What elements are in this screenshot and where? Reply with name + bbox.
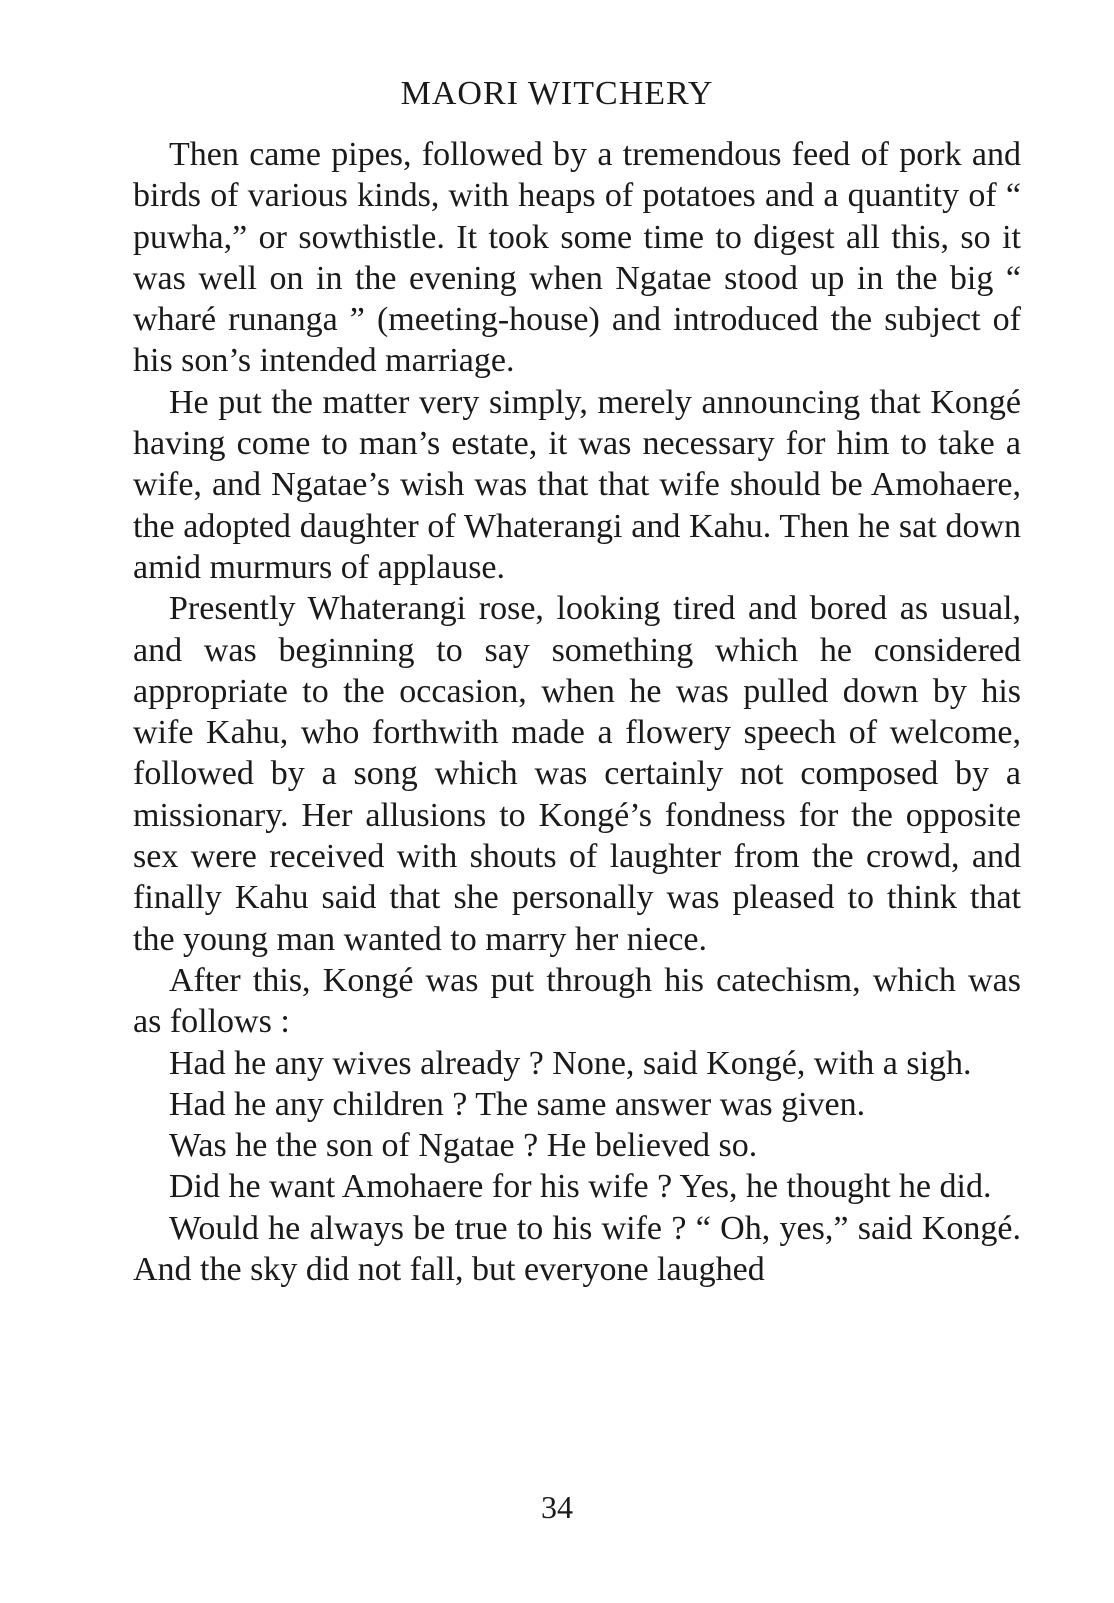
paragraph-kahu-speech: Presently Whaterangi rose, looking tired and bored as usual, and was beginning to say something which he considered appropriate to the occasion, when he was pulled down by his wife Kahu, who forthwith made a flowery speech of welcome, followed by a song which was certainly not composed by a missionary. Her allusions to Kongé’s fondness for the opposite sex were received with shouts of laughter from the crowd, and finally Kahu said that she personally was pleased to think that the young man wanted to marry her niece. [133,590,1021,958]
paragraph-question-son: Was he the son of Ngatae ? He believed so. [169,1127,758,1165]
paragraph-question-children: Had he any children ? The same answer was given. [169,1085,866,1123]
page-number: 34 [541,1489,573,1525]
running-title: MAORI WITCHERY [400,75,714,112]
paragraph-question-true: Would he always be true to his wife ? “ Oh, yes,” said Kongé. And the sky did not fall, but everyone laughed [133,1209,1021,1289]
body-text [133,134,1021,1290]
paragraph-ngatae-speech: He put the matter very simply, merely announcing that Kongé having come to man’s estate, it was necessary for him to take a wife, and Ngatae’s wish was that that wife should be Amohaere, the adopted daughter of Whaterangi and Kahu. Then he sat down amid murmurs of applause. [133,383,1021,586]
paragraph-feast: Then came pipes, followed by a tremendous feed of pork and birds of various kinds, with heaps of potatoes and a quantity of “ puwha,” or sowthistle. It took some time to digest all this, so it was well on in the evening when Ngatae stood up in the big “ wharé runanga ” (meeting-house) and introduced the subject of his son’s intended marriage. [133,136,1021,380]
paragraph-question-want: Did he want Amohaere for his wife ? Yes, he thought he did. [169,1168,992,1206]
paragraph-catechism-intro: After this, Kongé was put through his catechism, which was as follows : [133,961,1021,1041]
paragraph-question-wives: Had he any wives already ? None, said Kongé, with a sigh. [169,1044,972,1082]
